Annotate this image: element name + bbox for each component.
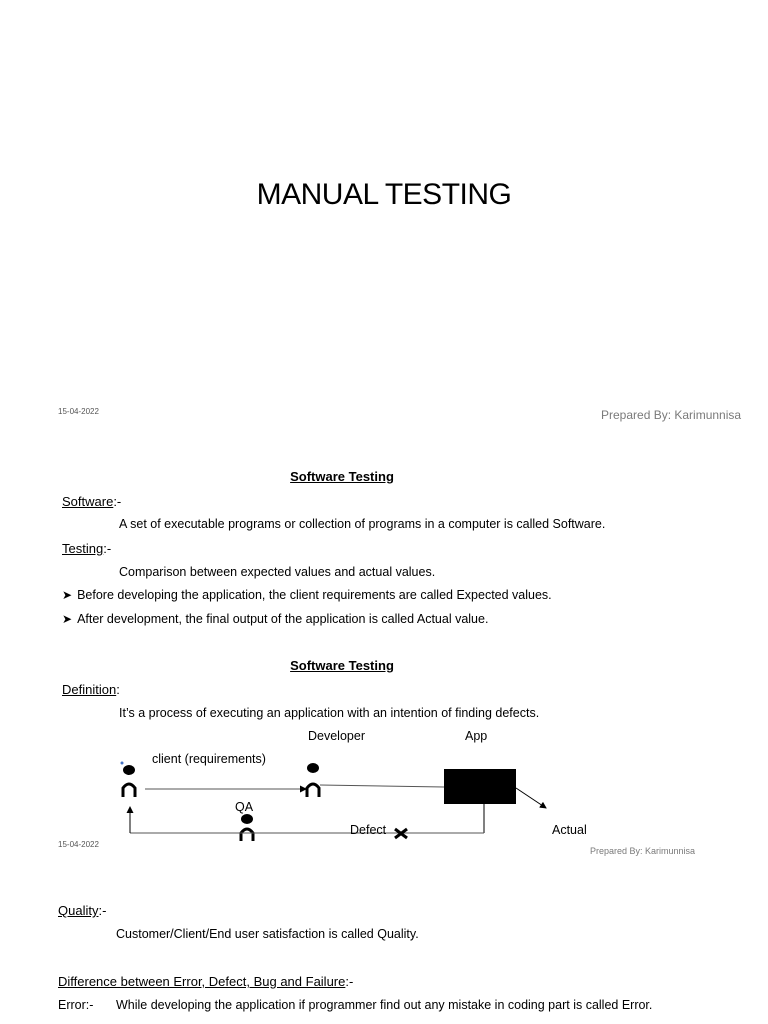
qa-person-icon: [241, 814, 253, 841]
quality-term: [58, 903, 106, 918]
error-definition: While developing the application if programmer find out any mistake in coding part is called Error.: [116, 998, 653, 1012]
difference-term: [58, 974, 353, 989]
difference-label: Difference between Error, Defect, Bug and Failure: [58, 974, 346, 989]
testing-label: Testing: [62, 541, 104, 556]
arrowhead-bullet-icon: ➤: [62, 612, 73, 626]
developer-label: Developer: [308, 729, 365, 743]
slide-author: Prepared By: Karimunnisa: [601, 408, 742, 422]
developer-to-app-line: [320, 785, 444, 787]
error-term: Error:-: [58, 998, 94, 1012]
app-to-actual-arrow: [516, 788, 546, 808]
actual-label: Actual: [552, 823, 587, 837]
bullet-text-expected: Before developing the application, the client requirements are called Expected values.: [77, 588, 552, 602]
quality-suffix: :-: [98, 903, 107, 918]
client-label: client (requirements): [152, 752, 266, 766]
slide-date: 15-04-2022: [58, 407, 99, 416]
developer-person-icon: [307, 763, 319, 797]
client-person-icon: [123, 765, 135, 797]
definition-text: It’s a process of executing an application with an intention of finding defects.: [119, 706, 540, 720]
difference-suffix: :-: [345, 974, 354, 989]
app-label: App: [465, 729, 488, 743]
definition-suffix: :: [116, 682, 120, 697]
qa-label: QA: [235, 800, 254, 814]
main-title: MANUAL TESTING: [256, 178, 512, 211]
section-heading-software-testing: Software Testing: [290, 469, 394, 484]
bullet-text-actual: After development, the final output of the application is called Actual value.: [77, 612, 489, 626]
page-author: Prepared By: Karimunnisa: [590, 846, 696, 856]
definition-label: Definition: [62, 682, 117, 697]
testing-definition: Comparison between expected values and actual values.: [119, 565, 436, 579]
arrowhead-bullet-icon: ➤: [62, 588, 73, 602]
software-label: Software: [62, 494, 114, 509]
section-heading-software-testing-2: Software Testing: [290, 658, 394, 673]
software-definition: A set of executable programs or collection of programs in a computer is called Software.: [119, 517, 606, 531]
testing-suffix: :-: [103, 541, 112, 556]
quality-label: Quality: [58, 903, 99, 918]
quality-definition: Customer/Client/End user satisfaction is called Quality.: [116, 927, 419, 941]
marker-dot: [121, 762, 124, 765]
software-suffix: :-: [113, 494, 122, 509]
app-box-icon: [444, 769, 516, 804]
defect-label: Defect: [350, 823, 387, 837]
page-date: 15-04-2022: [58, 840, 99, 849]
